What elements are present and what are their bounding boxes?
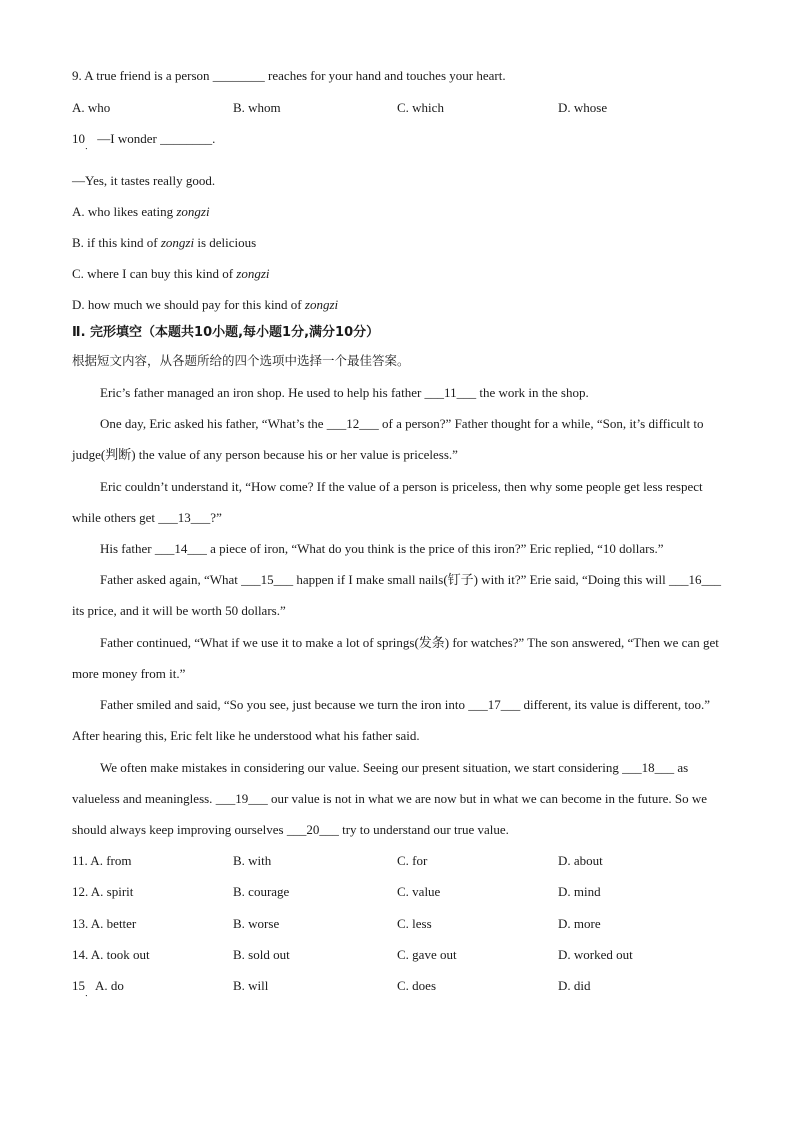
q14-option-b: B. sold out bbox=[233, 947, 290, 962]
q10-option-d-text: D. how much we should pay for this kind of bbox=[72, 297, 305, 312]
q10-option-a-text: A. who likes eating bbox=[72, 204, 177, 219]
blank-15: ___15___ bbox=[241, 572, 294, 587]
q12-option-c: C. value bbox=[397, 884, 441, 899]
zongzi-word: zongzi bbox=[176, 204, 210, 219]
q10-option-c bbox=[72, 266, 270, 282]
text: Father smiled and said, “So you see, just because we turn the iron into bbox=[100, 697, 469, 712]
passage-paragraph-2 bbox=[72, 408, 722, 470]
text: His father bbox=[100, 541, 155, 556]
text: ?” bbox=[210, 510, 222, 525]
passage-paragraph-7 bbox=[72, 689, 722, 751]
q10-option-b-text: B. if this kind of bbox=[72, 235, 161, 250]
text: as valueless and meaningless. bbox=[72, 760, 689, 806]
q15-option-d: D. did bbox=[558, 978, 591, 993]
q15-option-a: A. do bbox=[95, 978, 124, 993]
blank-11: ___11___ bbox=[424, 385, 477, 400]
text: One day, Eric asked his father, “What’s the bbox=[100, 416, 327, 431]
q12-option-a: 12. A. spirit bbox=[72, 884, 134, 899]
passage-paragraph-4 bbox=[72, 533, 722, 564]
passage-paragraph-5 bbox=[72, 564, 722, 626]
text: try to understand our true value. bbox=[338, 822, 509, 837]
q13-option-a: 13. A. better bbox=[72, 916, 137, 931]
q10-reply: —Yes, it tastes really good. bbox=[72, 173, 216, 188]
q15-option-b: B. will bbox=[233, 978, 269, 993]
blank-14: ___14___ bbox=[154, 541, 207, 556]
q12-option-b: B. courage bbox=[233, 884, 290, 899]
blank-17: ___17___ bbox=[468, 697, 521, 712]
text: of a person?” Father thought for a while, “Son, it’s difficult to judge(判断) the value of any person because his or her value is priceless.” bbox=[72, 416, 704, 462]
blank-13: ___13___ bbox=[158, 510, 211, 525]
passage-paragraph-3 bbox=[72, 471, 722, 533]
blank-19: ___19___ bbox=[215, 791, 268, 806]
q15-num: 15 bbox=[72, 978, 85, 993]
zongzi-word: zongzi bbox=[160, 235, 195, 250]
q10-option-c-text: C. where I can buy this kind of bbox=[72, 266, 237, 281]
zongzi-word: zongzi bbox=[236, 266, 270, 281]
blank-20: ___20___ bbox=[286, 822, 339, 837]
q9-option-b: B. whom bbox=[233, 100, 281, 115]
blank-12: ___12___ bbox=[326, 416, 379, 431]
blank-18: ___18___ bbox=[622, 760, 675, 775]
passage-paragraph-1 bbox=[72, 377, 722, 408]
text: its price, and it will be worth 50 dollars.” bbox=[72, 603, 286, 618]
q10-option-a bbox=[72, 204, 210, 220]
q11-option-d: D. about bbox=[558, 853, 603, 868]
zongzi-word: zongzi bbox=[304, 297, 339, 312]
q15-number bbox=[72, 978, 95, 998]
q13-option-b: B. worse bbox=[233, 916, 280, 931]
text: happen if I make small nails(钉子) with it?” Erie said, “Doing this will bbox=[293, 572, 669, 587]
q11-option-b: B. with bbox=[233, 853, 272, 868]
question-10-stem bbox=[72, 131, 216, 151]
text: Eric couldn’t understand it, “How come? If the value of a person is priceless, then why some people get less respect while others get bbox=[72, 479, 703, 525]
q9-option-a: A. who bbox=[72, 100, 111, 115]
q14-option-c: C. gave out bbox=[397, 947, 457, 962]
text: Father asked again, “What bbox=[100, 572, 242, 587]
text: Eric’s father managed an iron shop. He used to help his father bbox=[100, 385, 425, 400]
blank-16: ___16___ bbox=[668, 572, 721, 587]
q10-option-d bbox=[72, 297, 338, 313]
section-2-instruction: 根据短文内容，从各题所给的四个选项中选择一个最佳答案。 bbox=[72, 353, 410, 368]
q12-option-d: D. mind bbox=[558, 884, 601, 899]
text: our value is not in what we are now but in what we can become in the future. So we should always keep improving ourselves bbox=[72, 791, 708, 837]
question-9-stem: 9. A true friend is a person ________ reaches for your hand and touches your heart. bbox=[72, 68, 506, 83]
passage-paragraph-8 bbox=[72, 752, 722, 845]
passage-paragraph-6: Father continued, “What if we use it to make a lot of springs(发条) for watches?” The son answered, “Then we can get more money from it.” bbox=[72, 635, 719, 681]
text: We often make mistakes in considering our value. Seeing our present situation, we start considering bbox=[100, 760, 623, 775]
q10-option-b-tail: is delicious bbox=[194, 235, 257, 250]
q15-dot: ． bbox=[85, 988, 95, 998]
text: a piece of iron, “What do you think is the price of this iron?” Eric replied, “10 dollars.” bbox=[206, 541, 664, 556]
q11-option-a: 11. A. from bbox=[72, 853, 132, 868]
q10-option-b bbox=[72, 235, 256, 251]
q11-option-c: C. for bbox=[397, 853, 428, 868]
q14-option-d: D. worked out bbox=[558, 947, 633, 962]
q10-dot: ． bbox=[85, 141, 95, 151]
q14-option-a: 14. A. took out bbox=[72, 947, 150, 962]
q10-text: —I wonder ________. bbox=[97, 131, 216, 146]
q10-number: 10 bbox=[72, 131, 85, 146]
text: different, its value is different, too.” After hearing this, Eric felt like he understood what his father said. bbox=[72, 697, 711, 743]
q9-option-c: C. which bbox=[397, 100, 444, 115]
section-2-heading: Ⅱ. 完形填空（本题共10小题,每小题1分,满分10分） bbox=[72, 325, 380, 340]
text: the work in the shop. bbox=[476, 385, 589, 400]
q9-option-d: D. whose bbox=[558, 100, 608, 115]
q13-option-d: D. more bbox=[558, 916, 601, 931]
q13-option-c: C. less bbox=[397, 916, 432, 931]
q15-option-c: C. does bbox=[397, 978, 436, 993]
